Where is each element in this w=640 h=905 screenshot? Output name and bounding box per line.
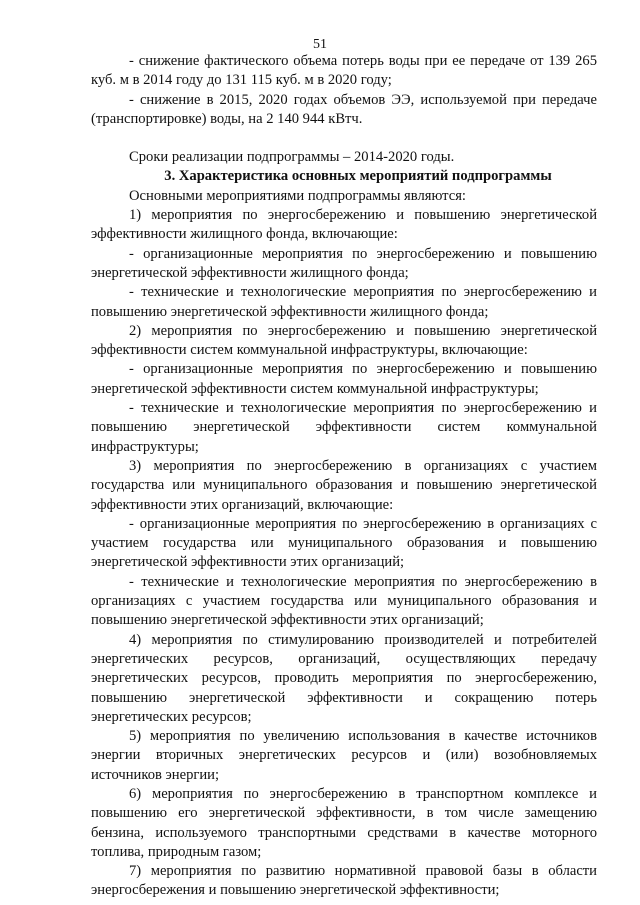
paragraph: 7) мероприятия по развитию нормативной правовой базы в области энергосбережения и повышению энергетической эффективности; <box>91 863 597 899</box>
paragraph: - технические и технологические мероприятия по энергосбережению и повышению энергетической эффективности систем коммунальной инфраструктуры; <box>91 400 597 455</box>
paragraph: - снижение фактического объема потерь воды при ее передаче от 139 265 куб. м в 2014 году до 131 115 куб. м в 2020 году; <box>91 53 597 89</box>
paragraph: - снижение в 2015, 2020 годах объемов ЭЭ, используемой при передаче (транспортировке) воды, на 2 140 944 кВтч. <box>91 91 597 127</box>
paragraph: 2) мероприятия по энергосбережению и повышению энергетической эффективности систем коммунальной инфраструктуры, включающие: <box>91 322 597 359</box>
blank-line <box>91 129 597 148</box>
page-number: 51 <box>313 37 327 52</box>
paragraph: - технические и технологические мероприятия по энергосбережению и повышению энергетической эффективности жилищного фонда; <box>91 284 597 320</box>
paragraph: 6) мероприятия по энергосбережению в транспортном комплексе и повышению его энергетической эффективности, в том числе замещению бензина, используемого транспортными средствами в качестве моторного топлива, природным газом; <box>91 785 597 860</box>
paragraph: Основными мероприятиями подпрограммы являются: <box>129 187 466 204</box>
paragraph: 5) мероприятия по увеличению использования в качестве источников энергии вторичных энергетических ресурсов и (или) возобновляемых источников энергии; <box>91 728 597 783</box>
paragraph: - организационные мероприятия по энергосбережению и повышению энергетической эффективности жилищного фонда; <box>91 245 597 281</box>
implementation-terms: Сроки реализации подпрограммы – 2014-2020 годы. <box>129 149 455 166</box>
paragraph: 3) мероприятия по энергосбережению в организациях с участием государства или муниципального образования и повышению энергетической эффективности этих организаций, включающие: <box>91 457 597 513</box>
paragraph: - организационные мероприятия по энергосбережению в организациях с участием государства или муниципального образования и повышению энергетической эффективности этих организаций; <box>91 515 597 571</box>
paragraph: 1) мероприятия по энергосбережению и повышению энергетической эффективности жилищного фонда, включающие: <box>91 207 597 243</box>
paragraph: - организационные мероприятия по энергосбережению и повышению энергетической эффективности систем коммунальной инфраструктуры; <box>91 361 597 397</box>
document-body <box>91 52 597 901</box>
section-heading: 3. Характеристика основных мероприятий подпрограммы <box>164 168 552 185</box>
paragraph: - технические и технологические мероприятия по энергосбережению в организациях с участием государства или муниципального образования и повышению энергетической эффективности этих организаций; <box>91 573 597 629</box>
paragraph: 4) мероприятия по стимулированию производителей и потребителей энергетических ресурсов, организаций, осуществляющих передачу энергетических ресурсов, проводить мероприятия по энергосбережению, повышению энергетической эффективности и сокращению потерь энергетических ресурсов; <box>91 631 597 725</box>
